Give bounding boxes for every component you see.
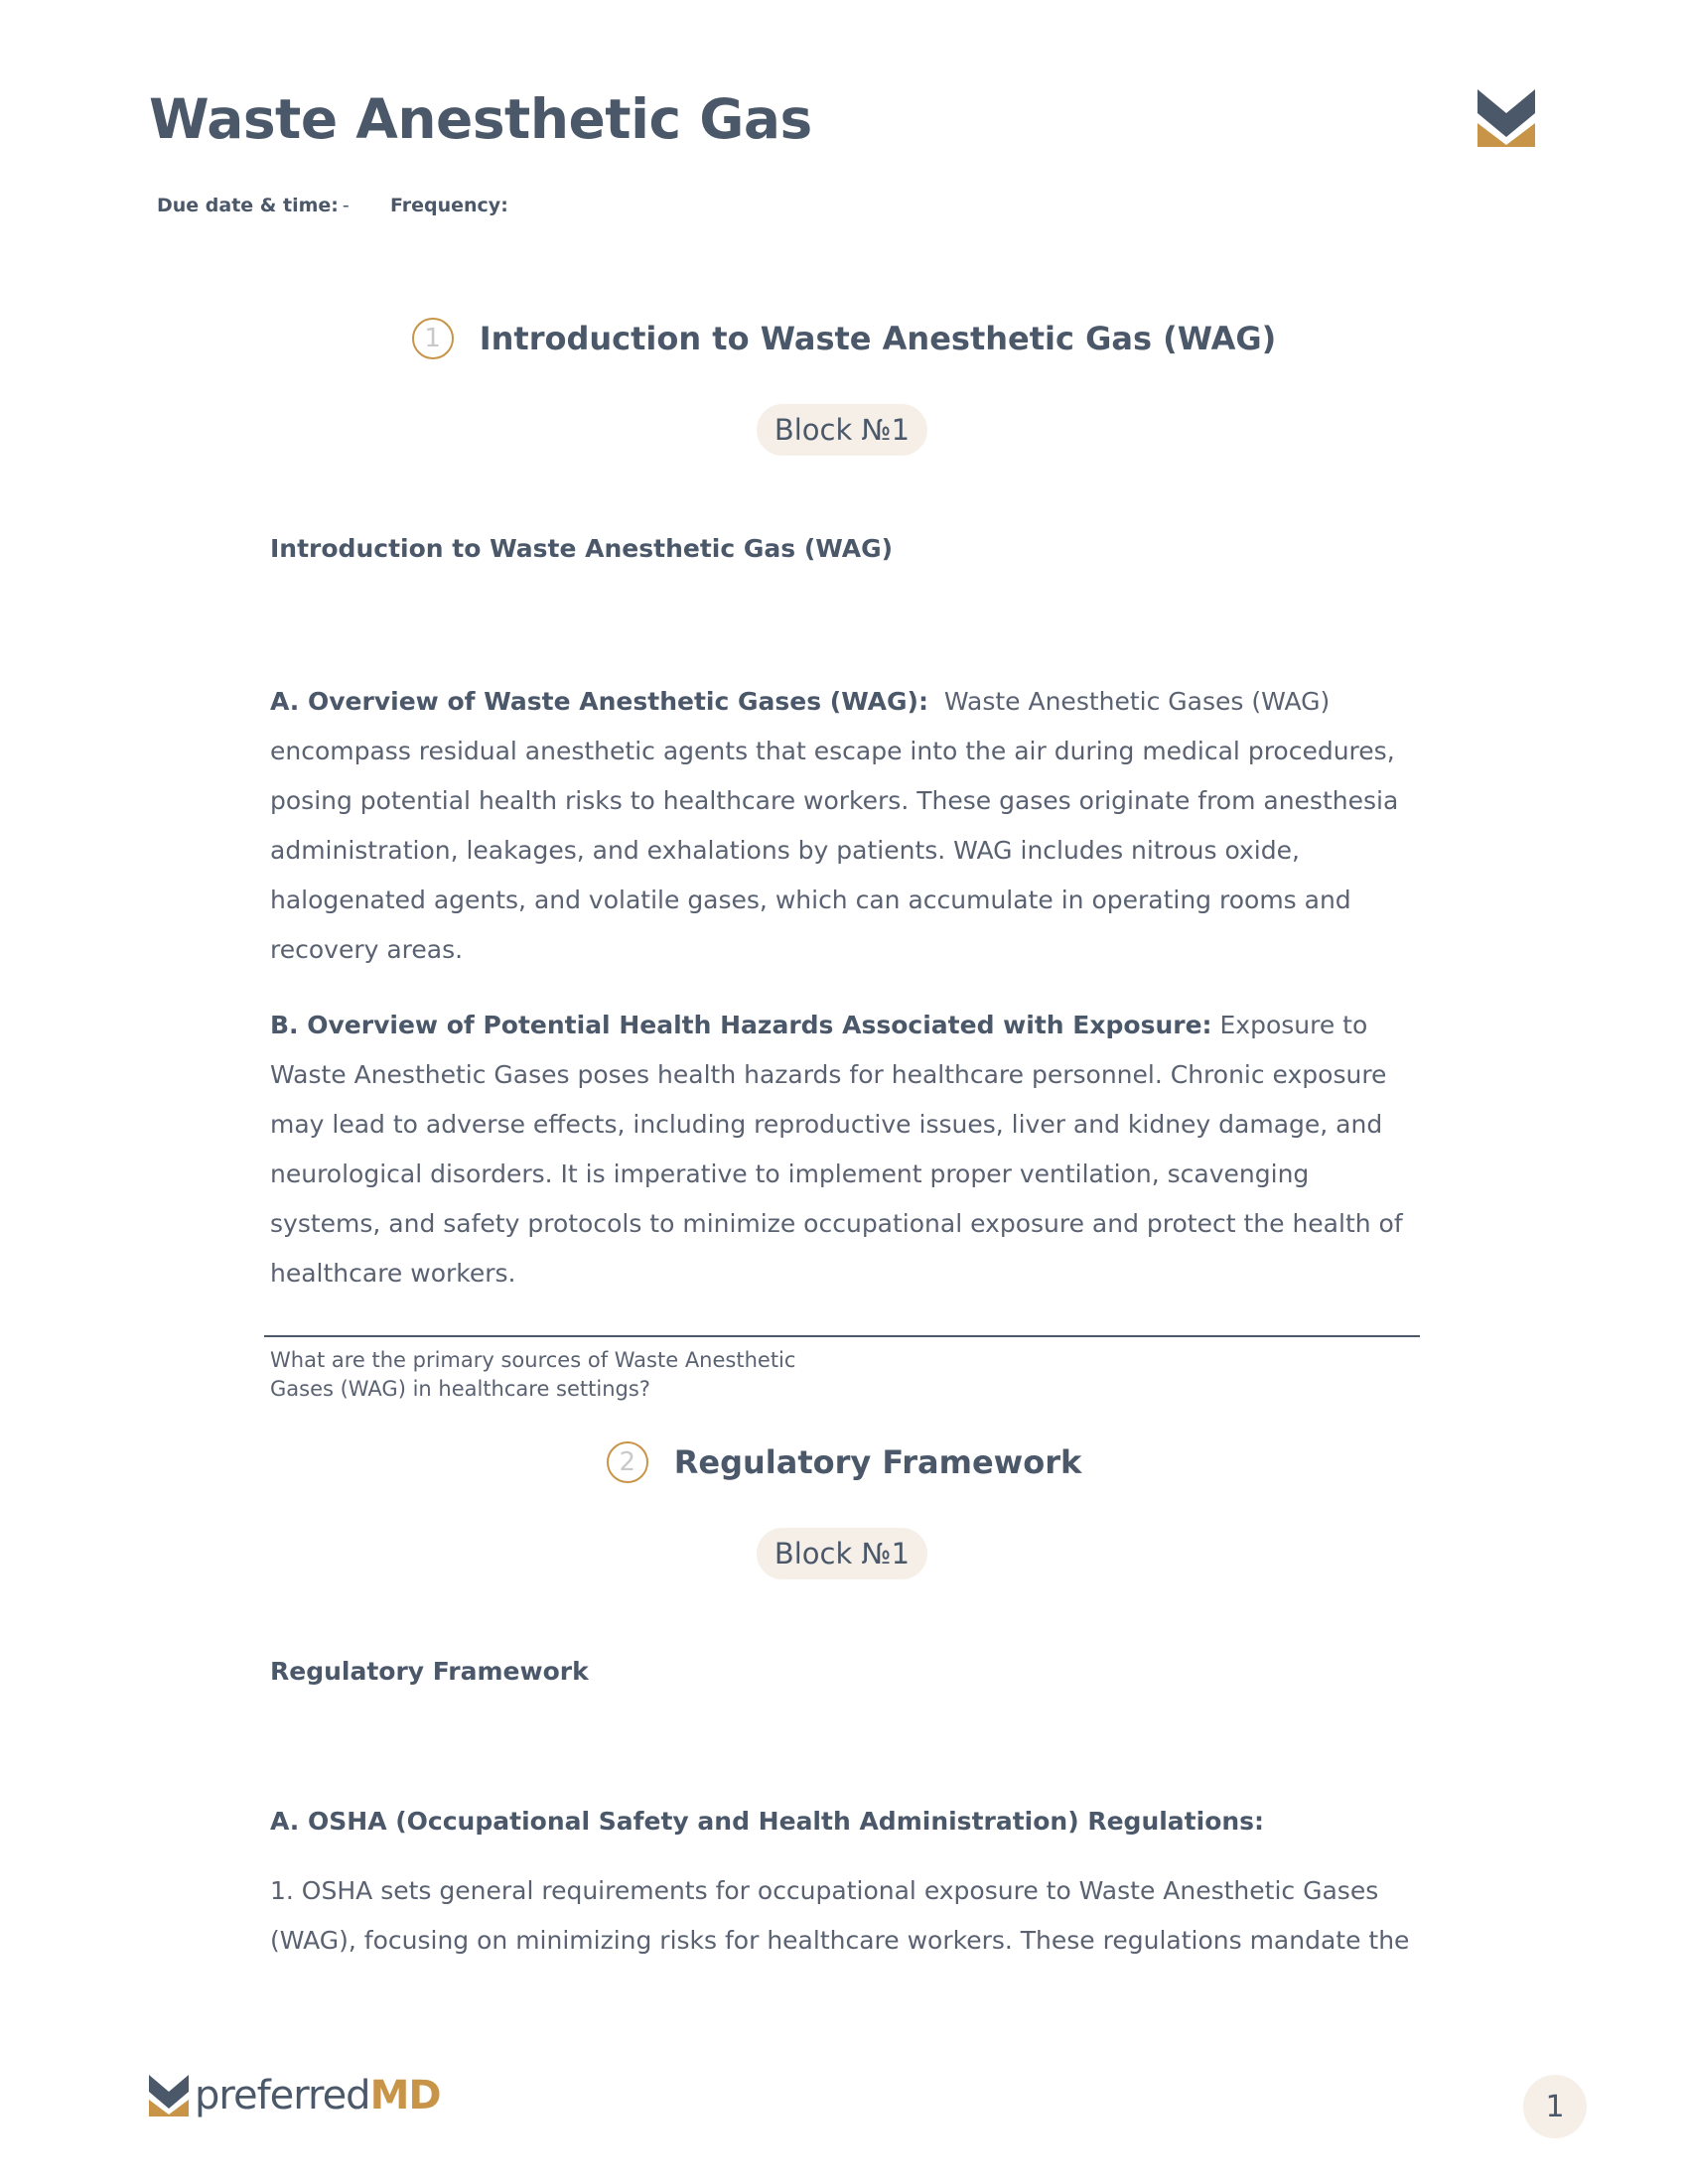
- paragraph-text: Waste Anesthetic Gases (WAG) encompass residual anesthetic agents that escape into the air during medical procedures, posing potential health risks to healthcare workers. These gases originate from anesthesia administration, leakages, and exhalations by patients. WAG includes nitrous oxide, halogenated agents, and volatile gases, which can accumulate in operating rooms and recovery areas.: [270, 687, 1399, 964]
- logo-text-preferred: preferred: [195, 2073, 370, 2118]
- section-title: Regulatory Framework: [673, 1443, 1082, 1481]
- frequency-label: Frequency:: [389, 195, 508, 216]
- section-2-subheading-2: [270, 1807, 1422, 1836]
- paragraph-overview: [270, 677, 1422, 975]
- block-badge: Block №1: [757, 404, 927, 456]
- section-1-body: [270, 677, 1422, 1298]
- paragraph-osha: 1. OSHA sets general requirements for occupational exposure to Waste Anesthetic Gases (WAG), focusing on minimizing risks for healthcare workers. These regulations mandate the: [270, 1876, 1410, 1955]
- section-number-badge: 2: [607, 1441, 648, 1483]
- question-text: What are the primary sources of Waste Anesthetic Gases (WAG) in healthcare settings?: [270, 1348, 796, 1401]
- paragraph-lead: B. Overview of Potential Health Hazards Associated with Exposure:: [270, 1011, 1212, 1039]
- paragraph-text: Exposure to Waste Anesthetic Gases poses health hazards for healthcare personnel. Chronic exposure may lead to adverse effects, including reproductive issues, liver and kidney damage, and neurological disorders. It is imperative to implement proper ventilation, scavenging systems, and safety protocols to minimize occupational exposure and protect the health of healthcare workers.: [270, 1011, 1403, 1288]
- answer-line: [264, 1335, 1420, 1337]
- footer-logo: [149, 2073, 441, 2118]
- section-1-subheading: [270, 534, 1422, 563]
- section-2-body: [270, 1866, 1422, 1966]
- paragraph-hazards: [270, 1001, 1422, 1298]
- subheading-text: Regulatory Framework: [270, 1657, 589, 1686]
- section-2-heading: [0, 1441, 1688, 1483]
- page-number: 1: [1523, 2075, 1587, 2138]
- logo-text-md: MD: [369, 2073, 441, 2118]
- section-title: Introduction to Waste Anesthetic Gas (WAG): [479, 320, 1277, 357]
- meta-info: [157, 195, 512, 216]
- paragraph-lead: A. Overview of Waste Anesthetic Gases (WAG):: [270, 687, 928, 716]
- block-badge: Block №1: [757, 1528, 927, 1579]
- subheading-text: Introduction to Waste Anesthetic Gas (WAG): [270, 534, 894, 563]
- due-date-label: Due date & time:: [157, 195, 339, 216]
- subheading-text: A. OSHA (Occupational Safety and Health Administration) Regulations:: [270, 1807, 1265, 1836]
- brand-logo-icon: [1477, 89, 1535, 147]
- page-title: Waste Anesthetic Gas: [149, 87, 812, 151]
- section-1-heading: [0, 318, 1688, 359]
- brand-logo-icon: [149, 2075, 189, 2116]
- section-number-badge: 1: [412, 318, 454, 359]
- due-date-value: -: [342, 195, 350, 216]
- section-2-subheading: [270, 1657, 1422, 1686]
